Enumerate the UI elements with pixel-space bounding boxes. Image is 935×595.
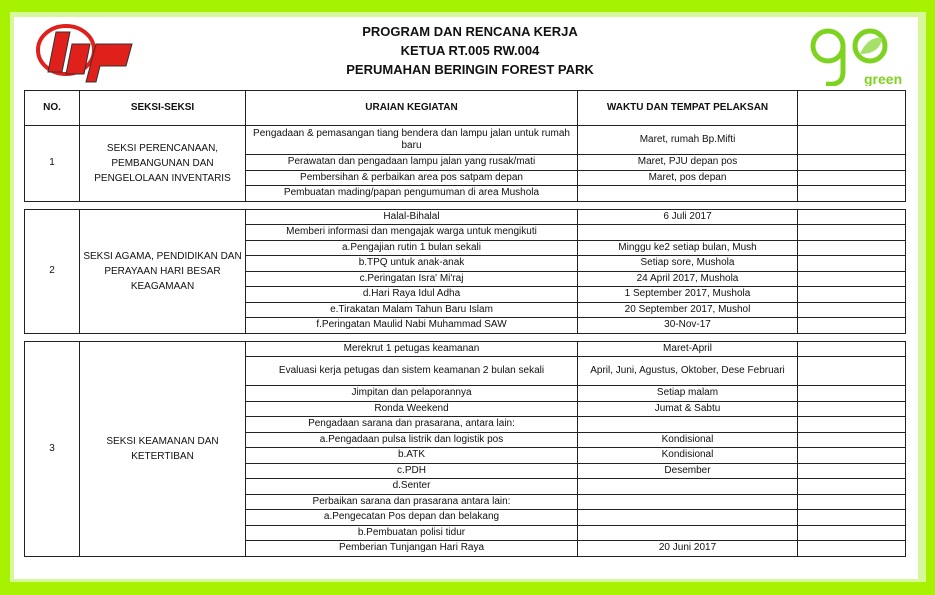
activity-cell: Pembuatan mading/papan pengumuman di area Mushola — [246, 186, 578, 202]
time-place-cell: 30-Nov-17 — [578, 318, 798, 334]
extra-cell — [798, 240, 906, 256]
time-place-cell: 1 September 2017, Mushola — [578, 287, 798, 303]
activity-cell: Halal-Bihalal — [246, 209, 578, 225]
activity-cell: f.Peringatan Maulid Nabi Muhammad SAW — [246, 318, 578, 334]
section-name: SEKSI AGAMA, PENDIDIKAN DAN PERAYAAN HARI BESAR KEAGAMAAN — [80, 209, 246, 333]
table-header-row — [25, 91, 906, 126]
activity-cell: Pengadaan sarana dan prasarana, antara lain: — [246, 417, 578, 433]
time-place-cell — [578, 479, 798, 495]
col-no: NO. — [25, 91, 80, 126]
document-title — [260, 22, 680, 79]
table-row — [25, 126, 906, 155]
activity-cell: a.Pengadaan pulsa listrik dan logistik pos — [246, 432, 578, 448]
time-place-cell — [578, 525, 798, 541]
time-place-cell — [578, 494, 798, 510]
time-place-cell: 20 September 2017, Mushol — [578, 302, 798, 318]
activity-cell: b.Pembuatan polisi tidur — [246, 525, 578, 541]
extra-cell — [798, 209, 906, 225]
extra-cell — [798, 448, 906, 464]
activity-cell: Merekrut 1 petugas keamanan — [246, 341, 578, 357]
activity-cell: Pemberian Tunjangan Hari Raya — [246, 541, 578, 557]
time-place-cell: Jumat & Sabtu — [578, 401, 798, 417]
time-place-cell: Maret, PJU depan pos — [578, 155, 798, 171]
gap-cell — [25, 201, 906, 209]
extra-cell — [798, 479, 906, 495]
time-place-cell: Maret-April — [578, 341, 798, 357]
activity-cell: Ronda Weekend — [246, 401, 578, 417]
activity-cell: Pembersihan & perbaikan area pos satpam depan — [246, 170, 578, 186]
activity-cell: d.Hari Raya Idul Adha — [246, 287, 578, 303]
extra-cell — [798, 341, 906, 357]
time-place-cell: Maret, pos depan — [578, 170, 798, 186]
extra-cell — [798, 186, 906, 202]
activity-cell: Memberi informasi dan mengajak warga untuk mengikuti — [246, 225, 578, 241]
col-section: SEKSI-SEKSI — [80, 91, 246, 126]
table-row — [25, 209, 906, 225]
section-number: 1 — [25, 126, 80, 202]
extra-cell — [798, 357, 906, 386]
title-line-2: KETUA RT.005 RW.004 — [400, 43, 540, 58]
activity-cell: c.Peringatan Isra' Mi'raj — [246, 271, 578, 287]
section-gap — [25, 201, 906, 209]
time-place-cell: Setiap sore, Mushola — [578, 256, 798, 272]
time-place-cell: Kondisional — [578, 448, 798, 464]
extra-cell — [798, 170, 906, 186]
extra-cell — [798, 510, 906, 526]
time-place-cell: Kondisional — [578, 432, 798, 448]
title-line-3: PERUMAHAN BERINGIN FOREST PARK — [346, 62, 594, 77]
extra-cell — [798, 417, 906, 433]
extra-cell — [798, 401, 906, 417]
extra-cell — [798, 256, 906, 272]
extra-cell — [798, 386, 906, 402]
section-number: 3 — [25, 341, 80, 556]
activity-cell: e.Tirakatan Malam Tahun Baru Islam — [246, 302, 578, 318]
time-place-cell: Desember — [578, 463, 798, 479]
extra-cell — [798, 271, 906, 287]
activity-cell: Pengadaan & pemasangan tiang bendera dan lampu jalan untuk rumah baru — [246, 126, 578, 155]
time-place-cell: Setiap malam — [578, 386, 798, 402]
title-line-1: PROGRAM DAN RENCANA KERJA — [362, 24, 578, 39]
extra-cell — [798, 541, 906, 557]
activity-cell: Perbaikan sarana dan prasarana antara lain: — [246, 494, 578, 510]
section-name: SEKSI PERENCANAAN, PEMBANGUNAN DAN PENGELOLAAN INVENTARIS — [80, 126, 246, 202]
activity-cell: b.TPQ untuk anak-anak — [246, 256, 578, 272]
time-place-cell — [578, 186, 798, 202]
activity-cell: Evaluasi kerja petugas dan sistem keamanan 2 bulan sekali — [246, 357, 578, 386]
time-place-cell — [578, 225, 798, 241]
extra-cell — [798, 126, 906, 155]
extra-cell — [798, 432, 906, 448]
col-extra — [798, 91, 906, 126]
section-name: SEKSI KEAMANAN DAN KETERTIBAN — [80, 341, 246, 556]
gap-cell — [25, 333, 906, 341]
work-plan-table — [24, 90, 906, 557]
svg-text:green: green — [864, 71, 903, 86]
activity-cell: Jimpitan dan pelaporannya — [246, 386, 578, 402]
time-place-cell: 24 April 2017, Mushola — [578, 271, 798, 287]
table-row — [25, 341, 906, 357]
activity-cell: a.Pengajian rutin 1 bulan sekali — [246, 240, 578, 256]
extra-cell — [798, 155, 906, 171]
activity-cell: a.Pengecatan Pos depan dan belakang — [246, 510, 578, 526]
time-place-cell: Minggu ke2 setiap bulan, Mush — [578, 240, 798, 256]
time-place-cell: April, Juni, Agustus, Oktober, Dese Februari — [578, 357, 798, 386]
time-place-cell: 20 Juni 2017 — [578, 541, 798, 557]
extra-cell — [798, 494, 906, 510]
section-number: 2 — [25, 209, 80, 333]
extra-cell — [798, 287, 906, 303]
activity-cell: b.ATK — [246, 448, 578, 464]
bfp-logo — [34, 22, 144, 89]
extra-cell — [798, 302, 906, 318]
extra-cell — [798, 463, 906, 479]
time-place-cell: 6 Juli 2017 — [578, 209, 798, 225]
col-activity: URAIAN KEGIATAN — [246, 91, 578, 126]
extra-cell — [798, 225, 906, 241]
activity-cell: d.Senter — [246, 479, 578, 495]
extra-cell — [798, 525, 906, 541]
activity-cell: c.PDH — [246, 463, 578, 479]
go-green-logo — [808, 24, 908, 91]
col-time-place: WAKTU DAN TEMPAT PELAKSAN — [578, 91, 798, 126]
extra-cell — [798, 318, 906, 334]
time-place-cell — [578, 510, 798, 526]
activity-cell: Perawatan dan pengadaan lampu jalan yang rusak/mati — [246, 155, 578, 171]
time-place-cell: Maret, rumah Bp.Mifti — [578, 126, 798, 155]
section-gap — [25, 333, 906, 341]
time-place-cell — [578, 417, 798, 433]
